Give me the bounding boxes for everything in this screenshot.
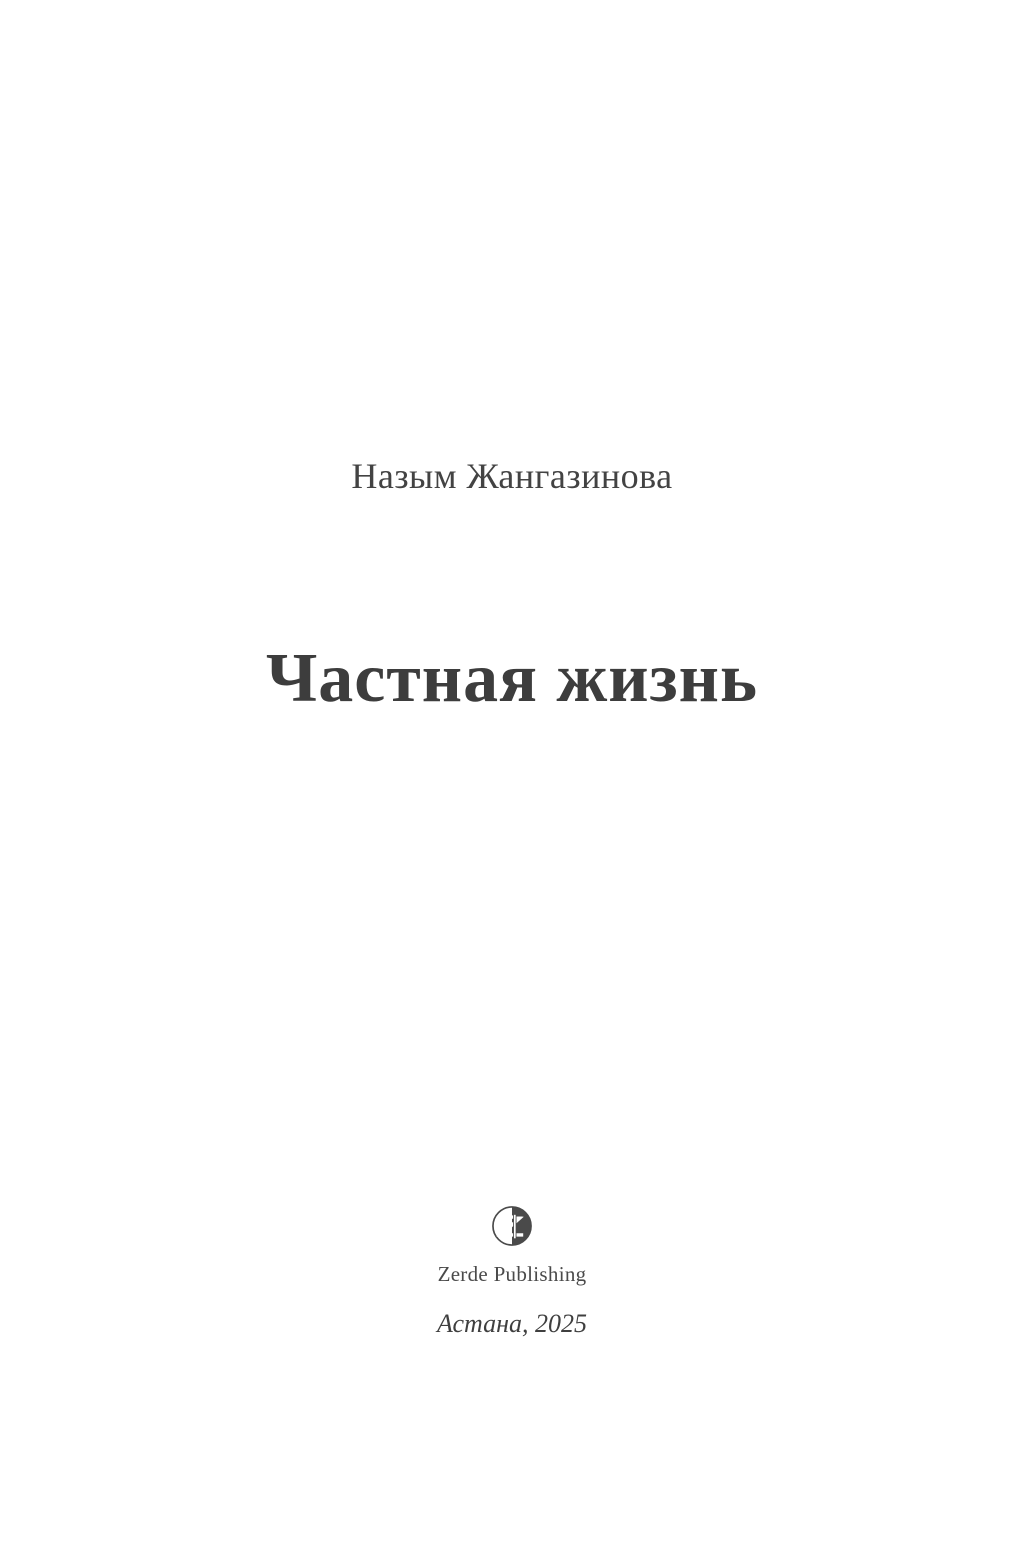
book-title: Частная жизнь bbox=[265, 639, 759, 717]
zerde-publishing-monogram-icon bbox=[484, 1198, 540, 1254]
book-author: Назым Жангазинова bbox=[351, 456, 673, 496]
imprint-place-year: Астана, 2025 bbox=[436, 1309, 588, 1338]
publisher-block bbox=[0, 1198, 1024, 1287]
publisher-name: Zerde Publishing bbox=[437, 1262, 587, 1286]
